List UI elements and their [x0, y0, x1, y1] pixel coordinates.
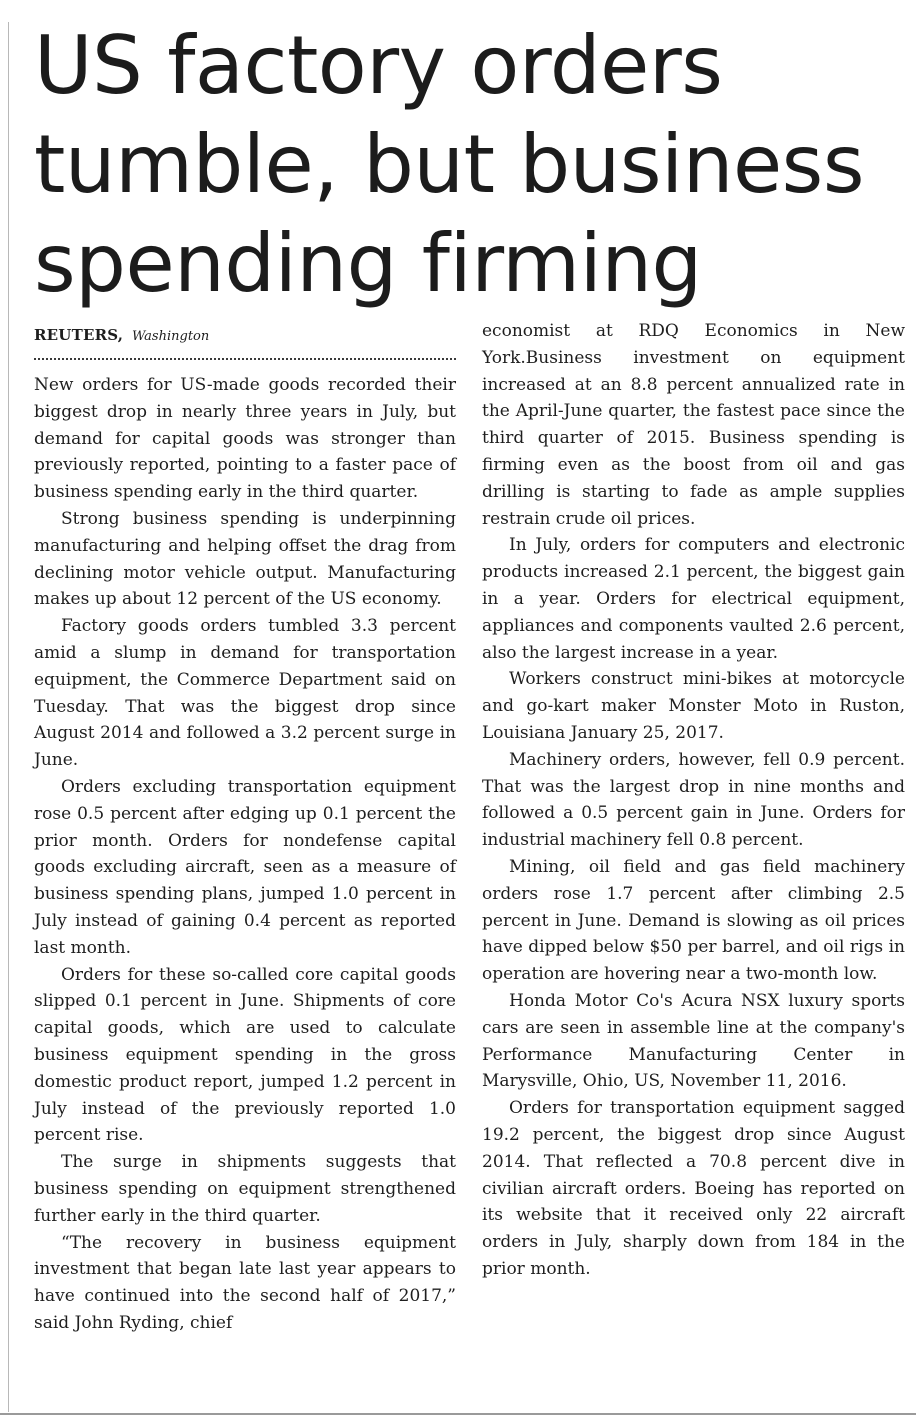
headline-line-1: US factory orders — [34, 19, 723, 112]
photo-caption: Workers construct mini-bikes at motorcycle and go-kart maker Monster Moto in Ruston, Louisiana January 25, 2017. — [482, 669, 905, 743]
byline-location: Washington — [131, 329, 210, 344]
article-paragraph: Orders excluding transportation equipment rose 0.5 percent after edging up 0.1 percent the prior month. Orders for nondefense capital goods excluding aircraft, seen as a measure of business spending plans, jumped 1.0 percent in July instead of gaining 0.4 percent as reported last month. — [34, 776, 456, 958]
byline-agency: REUTERS, — [34, 326, 124, 344]
bottom-rule — [0, 1413, 916, 1415]
article-column-left — [34, 372, 456, 1337]
article-paragraph: Factory goods orders tumbled 3.3 percent amid a slump in demand for transportation equipment, the Commerce Department said on Tuesday. That was the biggest drop since August 2014 and followed a 3.2 percent surge in June. — [34, 616, 456, 771]
article-paragraph: Machinery orders, however, fell 0.9 percent. That was the largest drop in nine months and followed a 0.5 percent gain in June. Orders for industrial machinery fell 0.8 percent. — [482, 749, 905, 851]
byline — [34, 325, 454, 347]
headline-line-2: tumble, but business — [34, 118, 865, 211]
article-paragraph: Mining, oil field and gas field machinery orders rose 1.7 percent after climbing 2.5 percent in June. Demand is slowing as oil prices have dipped below $50 per barrel, and oil rigs in operation are hovering near a two-month low. — [482, 856, 905, 985]
article-paragraph: economist at RDQ Economics in New York.Business investment on equipment increased at an 8.8 percent annualized rate in the April-June quarter, the fastest pace since the third quarter of 2015. Business spending is firming even as the boost from oil and gas drilling is starting to fade as ample supplies restrain crude oil prices. — [482, 321, 905, 529]
headline-line-3: spending firming — [34, 217, 702, 310]
article-paragraph: “The recovery in business equipment investment that began late last year appears to have continued into the second half of 2017,” said John Ryding, chief — [34, 1232, 456, 1333]
photo-caption: Honda Motor Co's Acura NSX luxury sports cars are seen in assemble line at the company's Performance Manufacturing Center in Marysville, Ohio, US, November 11, 2016. — [482, 990, 905, 1092]
article-paragraph: Orders for transportation equipment sagged 19.2 percent, the biggest drop since August 2014. That reflected a 70.8 percent dive in civilian aircraft orders. Boeing has reported on its website that it received only 22 aircraft orders in July, sharply down from 184 in the prior month. — [482, 1098, 905, 1279]
article-column-right — [482, 318, 905, 1283]
article-paragraph: Strong business spending is underpinning manufacturing and helping offset the drag from declining motor vehicle output. Manufacturing makes up about 12 percent of the US economy. — [34, 508, 456, 610]
article-paragraph: New orders for US-made goods recorded their biggest drop in nearly three years in July, but demand for capital goods was stronger than previously reported, pointing to a faster pace of business spending early in the third quarter. — [34, 375, 456, 503]
article-paragraph: The surge in shipments suggests that business spending on equipment strengthened further early in the third quarter. — [34, 1152, 456, 1226]
byline-divider — [34, 358, 456, 360]
headline — [34, 16, 912, 313]
column-rule — [8, 22, 9, 1412]
article-paragraph: Orders for these so-called core capital goods slipped 0.1 percent in June. Shipments of core capital goods, which are used to calculate business equipment spending in the gross domestic product report, jumped 1.2 percent in July instead of the previously reported 1.0 percent rise. — [34, 964, 456, 1146]
article-paragraph: In July, orders for computers and electronic products increased 2.1 percent, the biggest gain in a year. Orders for electrical equipment, appliances and components vaulted 2.6 percent, also the largest increase in a year. — [482, 535, 905, 663]
